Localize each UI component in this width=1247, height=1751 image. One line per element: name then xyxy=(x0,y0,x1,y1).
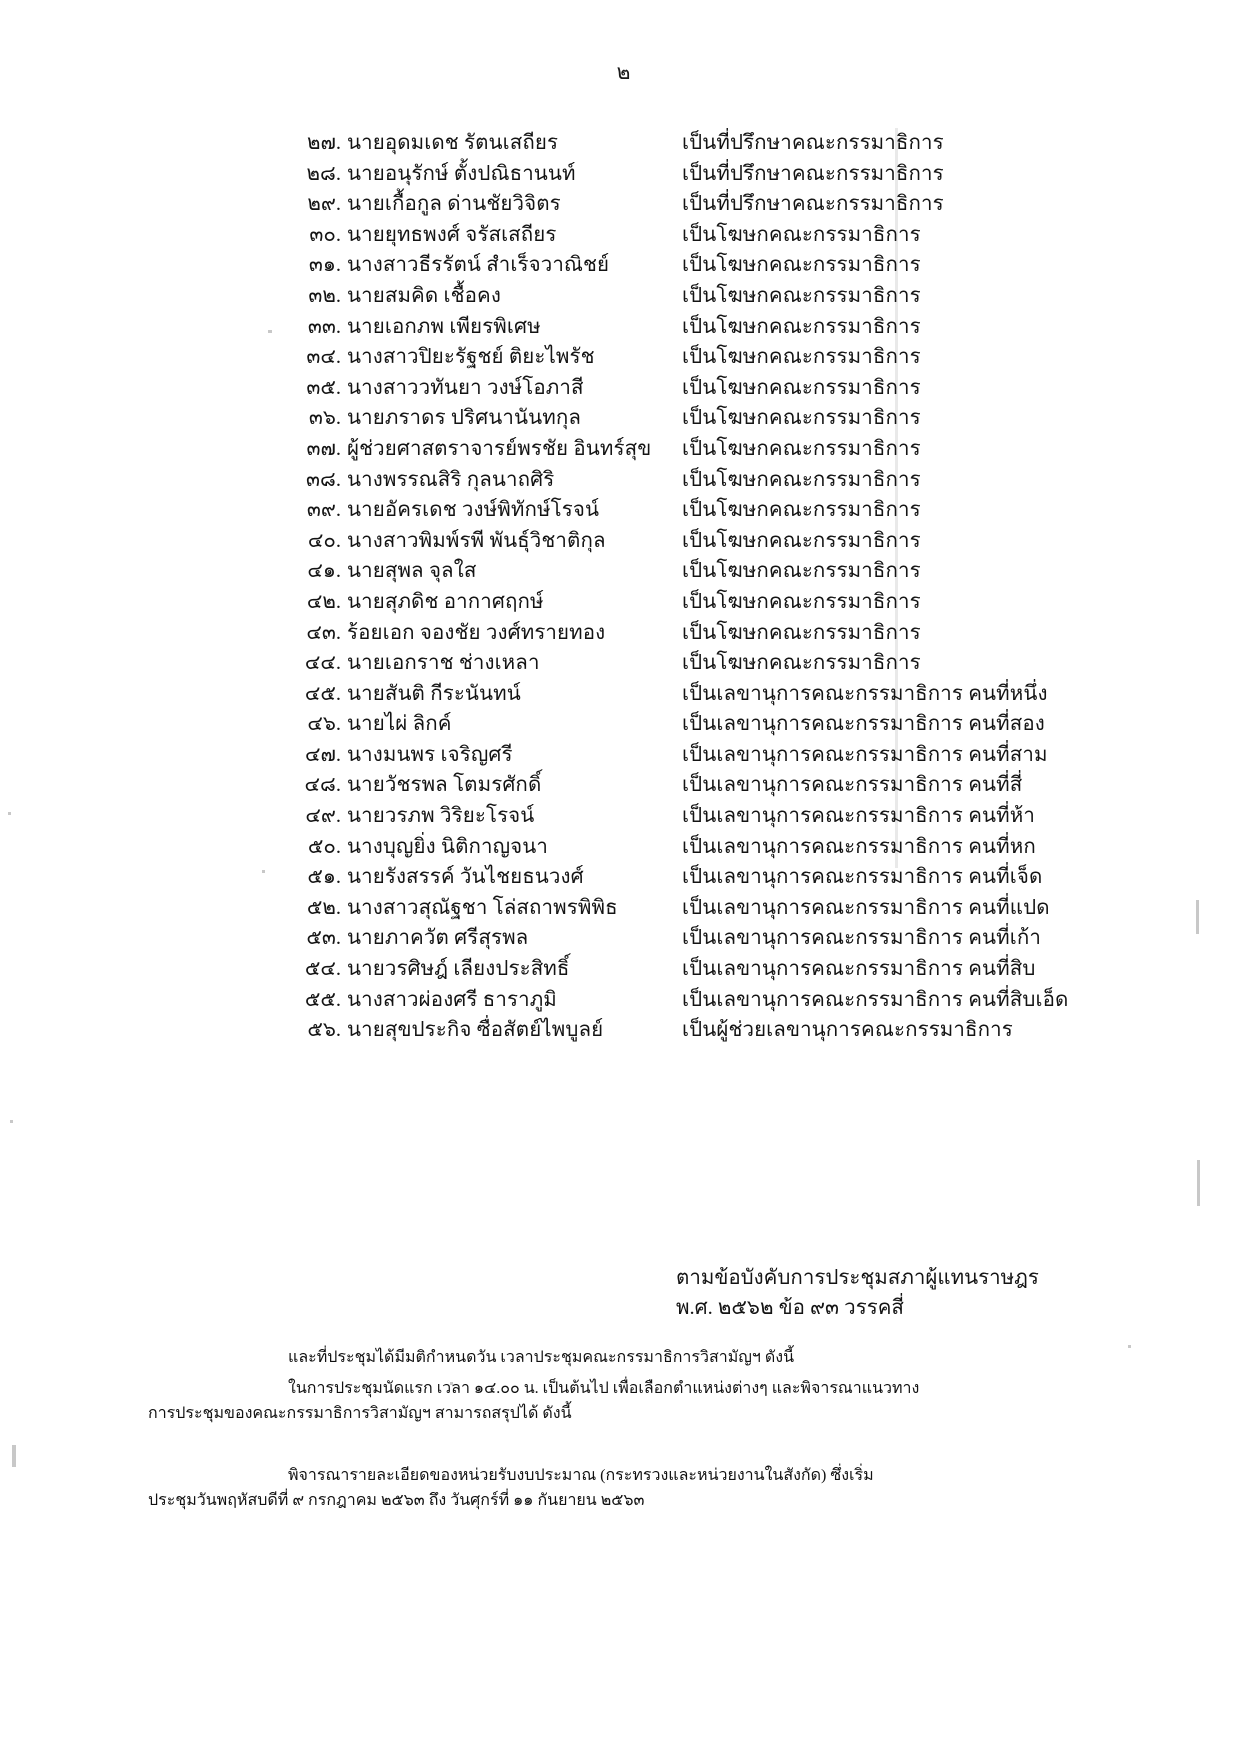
roster-row xyxy=(295,738,1195,769)
roster-member-name: นายวรศิษฎ์ เลียงประสิทธิ์ xyxy=(347,958,570,981)
roster-number: ๔๐. xyxy=(307,529,341,552)
scan-speckle xyxy=(10,1120,13,1123)
roster-number: ๔๓. xyxy=(306,621,341,644)
roster-member-name: นายสมคิด เชื้อคง xyxy=(347,284,501,307)
roster-number: ๕๐. xyxy=(307,835,341,858)
roster-member-name: นางบุญยิ่ง นิติกาญจนา xyxy=(347,835,549,858)
roster-row xyxy=(295,860,1195,891)
roster-row xyxy=(295,218,1195,249)
roster-row xyxy=(295,983,1195,1014)
roster-row xyxy=(295,279,1195,310)
roster-row xyxy=(295,187,1195,218)
roster-row xyxy=(295,248,1195,279)
roster-number: ๕๕. xyxy=(304,988,341,1011)
roster-row xyxy=(295,432,1195,463)
roster-member-role: เป็นที่ปรึกษาคณะกรรมาธิการ xyxy=(682,132,944,154)
roster-number: ๓๖. xyxy=(308,407,341,430)
roster-row xyxy=(295,463,1195,494)
roster-member-name: นางสาวผ่องศรี ธาราภูมิ xyxy=(347,988,557,1011)
roster-number: ๔๒. xyxy=(306,590,341,613)
roster-member-role: เป็นโฆษกคณะกรรมาธิการ xyxy=(682,376,921,399)
paragraph-budget-review-line-2: ประชุมวันพฤหัสบดีที่ ๙ กรกฎาคม ๒๕๖๓ ถึง วันศุกร์ที่ ๑๑ กันยายน ๒๕๖๓ xyxy=(148,1492,645,1509)
roster-number: ๔๔. xyxy=(304,652,341,675)
roster-number: ๕๔. xyxy=(304,958,341,981)
roster-member-name: นายสันติ กีระนันทน์ xyxy=(347,682,521,705)
paragraph-first-meeting-line-1: ในการประชุมนัดแรก เวลา ๑๔.๐๐ น. เป็นต้นไป เพื่อเลือกตำแหน่งต่างๆ และพิจารณาแนวทาง xyxy=(288,1380,920,1397)
roster-member-role: เป็นเลขานุการคณะกรรมาธิการ คนที่เจ็ด xyxy=(682,866,1043,889)
roster-row xyxy=(295,921,1195,952)
roster-number: ๒๙. xyxy=(307,193,341,216)
roster-member-role: เป็นเลขานุการคณะกรรมาธิการ คนที่หนึ่ง xyxy=(682,682,1048,705)
closing-paragraphs xyxy=(148,1345,1158,1575)
roster-member-name: นายสุภดิช อากาศฤกษ์ xyxy=(347,590,544,613)
roster-row xyxy=(295,554,1195,585)
roster-number: ๔๙. xyxy=(305,805,341,828)
roster-member-name: นางสาววทันยา วงษ์โอภาสี xyxy=(347,376,584,399)
roster-member-name: นายรังสรรค์ วันไชยธนวงศ์ xyxy=(347,866,584,889)
roster-member-name: นายสุขประกิจ ซื่อสัตย์ไพบูลย์ xyxy=(347,1019,604,1042)
roster-member-name: นายเกื้อกูล ด่านชัยวิจิตร xyxy=(347,193,561,216)
roster-member-name: นายอนุรักษ์ ตั้งปณิธานนท์ xyxy=(347,162,576,185)
roster-number: ๔๑. xyxy=(307,560,341,583)
roster-row xyxy=(295,493,1195,524)
paragraph-meeting-schedule: และที่ประชุมได้มีมติกำหนดวัน เวลาประชุมคณะกรรมาธิการวิสามัญฯ ดังนี้ xyxy=(288,1349,795,1366)
roster-number: ๓๓. xyxy=(307,315,341,338)
roster-member-name: ผู้ช่วยศาสตราจารย์พรชัย อินทร์สุข xyxy=(347,437,652,460)
roster-member-name: นายภราดร ปริศนานันทกุล xyxy=(347,407,581,430)
roster-number: ๕๓. xyxy=(306,927,341,950)
scan-speckle xyxy=(268,330,272,333)
roster-member-name: นางสาวสุณัฐชา โล่สถาพรพิพิธ xyxy=(347,896,618,919)
roster-member-role: เป็นโฆษกคณะกรรมาธิการ xyxy=(682,437,921,460)
roster-member-name: นายยุทธพงศ์ จรัสเสถียร xyxy=(347,223,557,246)
roster-member-role: เป็นโฆษกคณะกรรมาธิการ xyxy=(682,499,921,522)
roster-member-role: เป็นเลขานุการคณะกรรมาธิการ คนที่สอง xyxy=(682,713,1045,736)
roster-number: ๔๕. xyxy=(304,682,341,705)
roster-member-name: นางสาวพิมพ์รพี พันธุ์วิชาติกุล xyxy=(347,529,606,552)
roster-member-role: เป็นเลขานุการคณะกรรมาธิการ คนที่เก้า xyxy=(682,927,1042,950)
roster-member-role: เป็นโฆษกคณะกรรมาธิการ xyxy=(682,315,921,338)
roster-member-name: นายภาควัต ศรีสุรพล xyxy=(347,927,529,950)
roster-member-role: เป็นที่ปรึกษาคณะกรรมาธิการ xyxy=(682,162,944,185)
scan-speckle xyxy=(8,812,11,815)
roster-member-role: เป็นโฆษกคณะกรรมาธิการ xyxy=(682,529,921,552)
roster-member-role: เป็นเลขานุการคณะกรรมาธิการ คนที่สิบเอ็ด xyxy=(682,988,1069,1011)
roster-member-name: นายอุดมเดช รัตนเสถียร xyxy=(347,132,559,154)
roster-member-role: เป็นโฆษกคณะกรรมาธิการ xyxy=(682,621,921,644)
roster-member-name: นายไผ่ ลิกค์ xyxy=(347,713,452,736)
roster-member-role: เป็นผู้ช่วยเลขานุการคณะกรรมาธิการ xyxy=(682,1019,1013,1042)
roster-member-role: เป็นโฆษกคณะกรรมาธิการ xyxy=(682,254,921,277)
paragraph-budget-review-line-1: พิจารณารายละเอียดของหน่วยรับงบประมาณ (กระทรวงและหน่วยงานในสังกัด) ซึ่งเริ่ม xyxy=(288,1467,874,1484)
roster-member-role: เป็นเลขานุการคณะกรรมาธิการ คนที่แปด xyxy=(682,896,1050,919)
roster-row xyxy=(295,1013,1195,1044)
roster-row xyxy=(295,371,1195,402)
roster-member-name: นางมนพร เจริญศรี xyxy=(347,743,513,766)
roster-member-role: เป็นโฆษกคณะกรรมาธิการ xyxy=(682,652,921,675)
roster-number: ๓๕. xyxy=(306,376,341,399)
roster-row xyxy=(295,830,1195,861)
roster-row xyxy=(295,126,1195,157)
roster-row xyxy=(295,401,1195,432)
roster-number: ๓๐. xyxy=(309,223,341,246)
roster-member-name: นายวรภพ วิริยะโรจน์ xyxy=(347,805,535,828)
roster-number: ๔๗. xyxy=(304,743,341,766)
roster-row xyxy=(295,340,1195,371)
roster-member-name: นางสาวปิยะรัฐชย์ ติยะไพรัช xyxy=(347,346,595,369)
roster-row xyxy=(295,157,1195,188)
roster-member-role: เป็นโฆษกคณะกรรมาธิการ xyxy=(682,590,921,613)
roster-member-role: เป็นโฆษกคณะกรรมาธิการ xyxy=(682,284,921,307)
roster-member-role: เป็นเลขานุการคณะกรรมาธิการ คนที่สาม xyxy=(682,743,1048,766)
roster-member-role: เป็นโฆษกคณะกรรมาธิการ xyxy=(682,468,921,491)
roster-row xyxy=(295,585,1195,616)
roster-member-role: เป็นโฆษกคณะกรรมาธิการ xyxy=(682,407,921,430)
roster-member-role: เป็นโฆษกคณะกรรมาธิการ xyxy=(682,346,921,369)
roster-number: ๓๔. xyxy=(306,346,341,369)
roster-number: ๕๒. xyxy=(306,896,341,919)
roster-number: ๓๘. xyxy=(306,468,341,491)
roster-row xyxy=(295,768,1195,799)
roster-number: ๔๖. xyxy=(307,713,341,736)
scan-speckle xyxy=(12,1445,16,1467)
role-continuation-line-2: พ.ศ. ๒๕๖๒ ข้อ ๙๓ วรรคสี่ xyxy=(676,1297,904,1319)
roster-member-role: เป็นเลขานุการคณะกรรมาธิการ คนที่หก xyxy=(682,835,1036,858)
roster-member-name: นางสาวธีรรัตน์ สำเร็จวาณิชย์ xyxy=(347,254,610,277)
roster-member-name: นายสุพล จุลใส xyxy=(347,560,477,583)
scan-speckle xyxy=(1196,900,1199,934)
roster-row xyxy=(295,799,1195,830)
roster-row xyxy=(295,952,1195,983)
roster-row xyxy=(295,310,1195,341)
roster-member-role: เป็นเลขานุการคณะกรรมาธิการ คนที่สิบ xyxy=(682,958,1036,981)
roster-row xyxy=(295,524,1195,555)
roster-member-role: เป็นโฆษกคณะกรรมาธิการ xyxy=(682,223,921,246)
roster-number: ๕๖. xyxy=(307,1019,341,1042)
roster-number: ๓๑. xyxy=(308,254,341,277)
roster-member-role: เป็นเลขานุการคณะกรรมาธิการ คนที่สี่ xyxy=(682,774,1023,797)
scan-speckle xyxy=(1197,1160,1200,1206)
roster-number: ๒๗. xyxy=(306,132,341,154)
roster-number: ๒๘. xyxy=(306,162,341,185)
roster-number: ๔๘. xyxy=(304,774,341,797)
roster-row xyxy=(295,677,1195,708)
roster-member-name: นายวัชรพล โตมรศักดิ์ xyxy=(347,774,542,797)
committee-roster-list xyxy=(295,126,1195,1044)
roster-number: ๓๙. xyxy=(306,499,341,522)
role-continuation-line-1: ตามข้อบังคับการประชุมสภาผู้แทนราษฎร xyxy=(676,1267,1039,1289)
paragraph-first-meeting xyxy=(148,1376,919,1426)
roster-member-role: เป็นเลขานุการคณะกรรมาธิการ คนที่ห้า xyxy=(682,805,1036,828)
roster-member-name: นางพรรณสิริ กุลนาถศิริ xyxy=(347,468,555,491)
paragraph-first-meeting-line-2: การประชุมของคณะกรรมาธิการวิสามัญฯ สามารถสรุปได้ ดังนี้ xyxy=(148,1405,572,1422)
roster-member-name: ร้อยเอก จองชัย วงศ์ทรายทอง xyxy=(347,621,606,644)
roster-number: ๓๗. xyxy=(306,437,341,460)
scan-speckle xyxy=(262,870,265,873)
roster-row xyxy=(295,891,1195,922)
roster-member-name: นายอัครเดช วงษ์พิทักษ์โรจน์ xyxy=(347,499,600,522)
roster-member-name: นายเอกภพ เพียรพิเศษ xyxy=(347,315,541,338)
roster-row xyxy=(295,646,1195,677)
roster-number: ๕๑. xyxy=(307,866,341,889)
roster-member-role: เป็นโฆษกคณะกรรมาธิการ xyxy=(682,560,921,583)
roster-member-role: เป็นที่ปรึกษาคณะกรรมาธิการ xyxy=(682,193,944,216)
roster-number: ๓๒. xyxy=(308,284,341,307)
page-number: ๒ xyxy=(616,60,631,84)
roster-row xyxy=(295,616,1195,647)
roster-row xyxy=(295,707,1195,738)
paragraph-budget-review xyxy=(148,1463,874,1513)
roster-member-name: นายเอกราช ช่างเหลา xyxy=(347,652,540,675)
